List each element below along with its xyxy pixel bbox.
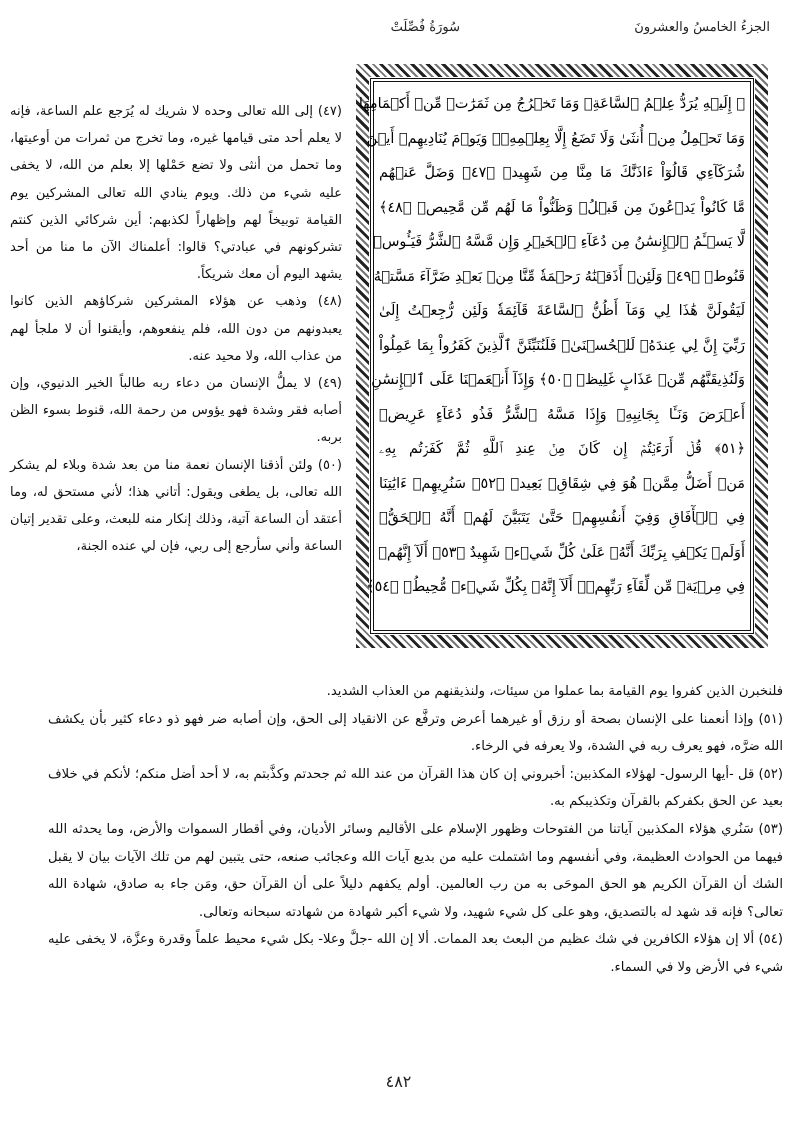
verse-line: أَوَلَمۡ يَكۡفِ بِرَبِّكَ أَنَّهُۥ عَلَىٰ كُلِّ شَيۡءٖ شَهِيدٌ ﴿٥٣﴾ أَلَآ إِنَّهُمۡ <box>378 544 745 561</box>
tafsir-paragraph: (٥٤) ألا إن هؤلاء الكافرين في شك عظيم من البعث بعد الممات. ألا إن الله -جلَّ وعلا- بكل شيء محيط علماً وقدرة وعزَّة، لا يخفى عليه شيء في الأرض ولا في السماء. <box>48 932 783 975</box>
verse-lines <box>358 87 745 627</box>
verse-line: فِي مِرۡيَةٖ مِّن لِّقَآءِ رَبِّهِمۡۗ أَلَآ إِنَّهُۥ بِكُلِّ شَيۡءٖ مُّحِيطُۢ ﴿٥٤﴾ <box>366 579 745 595</box>
tafsir-paragraph: (٥٠) ولئن أذقنا الإنسان نعمة منا من بعد شدة وبلاء لم يشكر الله تعالى، بل يطغى ويقول: أتاني هذا؛ لأني مستحق له، وما أعتقد أن الساعة آتية، وذلك إنكار منه للبعث، وعلى تقدير إتيان الساعة وأني سأرجع إلى ربي، فإن لي عنده الجنة، <box>10 457 342 555</box>
verse-line: فِي ٱلۡأٓفَاقِ وَفِيٓ أَنفُسِهِمۡ حَتَّىٰ يَتَبَيَّنَ لَهُمۡ أَنَّهُ ٱلۡحَقُّۗ <box>379 510 745 526</box>
tafsir-paragraph: (٤٧) إلى الله تعالى وحده لا شريك له يُرَجع علم الساعة، فإنه لا يعلم أحد متى قيامها غيره، وما تخرج من ثمرات من أوعيتها، وما تحمل من أنثى ولا تضع حَمْلها إلا بعلم من الله، لا يخفى عليه شيء من ذلك. ويوم ينادي الله تعالى المشركين يوم القيامة توبيخاً لهم وإظهاراً لكذبهم: أين شركائي الذين كنتم تشركونهم في عبادتي؟ قالوا: أعلمناك الآن ما منا من أحد يشهد اليوم أن معك شريكاً. <box>10 104 342 283</box>
juz-title: الجزءُ الخامسُ والعشرونَ <box>634 20 770 35</box>
verse-line: وَمَا تَحۡمِلُ مِنۡ أُنثَىٰ وَلَا تَضَعُ إِلَّا بِعِلۡمِهِۦۚ وَيَوۡمَ يُنَادِيهِمۡ أَيۡنَ <box>366 130 745 147</box>
tafsir-paragraph: (٥١) وإذا أنعمنا على الإنسان بصحة أو رزق أو غيرهما أعرض وترفَّع عن الانقياد إلى الحق، وإن أصابه ضر فهو ذو دعاء كثير بأن يكشف الله ضرَّه، فهو يعرف ربه في الشدة، ولا يعرفه في الرخاء. <box>48 711 783 755</box>
verse-line: لَيَقُولَنَّ هَٰذَا لِي وَمَآ أَظُنُّ ٱلسَّاعَةَ قَآئِمَةٗ وَلَئِن رُّجِعۡتُ إِلَىٰ <box>379 303 745 319</box>
tafsir-paragraph: فلنخبرن الذين كفروا يوم القيامة بما عملوا من سيئات، ولنذيقنهم من العذاب الشديد. <box>326 684 783 699</box>
verse-line: مَّا كَانُواْ يَدۡعُونَ مِن قَبۡلُۖ وَظَنُّواْ مَا لَهُم مِّن مَّحِيصٖ ﴿٤٨﴾ <box>379 199 745 216</box>
tafsir-paragraph: (٤٩) لا يملُّ الإنسان من دعاء ربه طالباً الخير الدنيوي، وإن أصابه فقر وشدة فهو يؤوس من رحمة الله، قنوط بسوء الظن بربه. <box>10 376 342 446</box>
verse-line: ۞ إِلَيۡهِ يُرَدُّ عِلۡمُ ٱلسَّاعَةِۚ وَمَا تَخۡرُجُ مِن ثَمَرَٰتٖ مِّنۡ أَكۡمَامِهَا <box>358 96 745 112</box>
tafsir-paragraph: (٤٨) وذهب عن هؤلاء المشركين شركاؤهم الذين كانوا يعبدونهم من دون الله، فلم ينفعوهم، وأيقنوا أن لا ملجأ لهم من عذاب الله، ولا محيد عنه. <box>10 294 342 364</box>
tafsir-paragraph: (٥٣) سَنُري هؤلاء المكذبين آياتنا من الفتوحات وظهور الإسلام على الأقاليم وسائر الأديان، وفي أقطار السموات والأرض، وما يحدثه الله فيهما من الحوادث العظيمة، وفي أنفسهم وما اشتملت عليه من بديع آيات الله وعجائب صنعه، حتى يتبين لهم من تلك الآيات بيان لا يقبل الشك أن القرآن الكريم هو الحق الموحَى به من رب العالمين. أولم يكفهم دليلاً على أن القرآن حق، ومَن جاء به صادق، شهادة الله تعالى؟ فإنه قد شهد له بالتصديق، وهو على كل شيء شهيد، ولا شيء أكبر شهادة من شهادته سبحانه وتعالى. <box>48 821 783 920</box>
surah-title: سُورَةُ فُصِّلَتْ <box>390 20 460 35</box>
page-number: ٤٨٢ <box>385 1072 412 1091</box>
verse-line: قَنُوطٞ ﴿٤٩﴾ وَلَئِنۡ أَذَقۡنَٰهُ رَحۡمَةٗ مِّنَّا مِنۢ بَعۡدِ ضَرَّآءَ مَسَّتۡهُ <box>373 268 745 285</box>
tafsir-full-width <box>48 678 783 982</box>
page-header <box>360 14 780 44</box>
quran-verse-frame <box>356 64 768 648</box>
tafsir-side-column <box>10 98 342 560</box>
verse-line: وَلَنُذِيقَنَّهُم مِّنۡ عَذَابٍ غَلِيظٖ ﴿٥٠﴾ وَإِذَآ أَنۡعَمۡنَا عَلَى ٱلۡإِنسَٰنِ <box>371 372 745 388</box>
verse-line: رَبِّيٓ إِنَّ لِي عِندَهُۥ لَلۡحُسۡنَىٰۚ فَلَنُنَبِّئَنَّ ٱلَّذِينَ كَفَرُواْ بِمَا عَمِلُواْ <box>379 337 745 354</box>
verse-line: لَّا يَسۡـَٔمُ ٱلۡإِنسَٰنُ مِن دُعَآءِ ٱلۡخَيۡرِ وَإِن مَّسَّهُ ٱلشَّرُّ فَيَـُٔوسٞ <box>373 234 745 250</box>
verse-line: أَعۡرَضَ وَنَـَٔا بِجَانِبِهِۦ وَإِذَا مَسَّهُ ٱلشَّرُّ فَذُو دُعَآءٍ عَرِيضٖ <box>379 406 745 423</box>
tafsir-paragraph: (٥٢) قل -أيها الرسول- لهؤلاء المكذبين: أخبروني إن كان هذا القرآن من عند الله ثم جحدتم وكذَّبتم به، لا أحد أضل منكم؛ لأنكم في خلاف بعيد عن الحق بكفركم بالقرآن وتكذيبكم به. <box>48 766 783 810</box>
verse-line: مَنۡ أَضَلُّ مِمَّنۡ هُوَ فِي شِقَاقِۭ بَعِيدٖ ﴿٥٢﴾ سَنُرِيهِمۡ ءَايَٰتِنَا <box>379 475 745 492</box>
verse-line: شُرَكَآءِي قَالُوٓاْ ءَاذَنَّٰكَ مَا مِنَّا مِن شَهِيدٖ ﴿٤٧﴾ وَضَلَّ عَنۡهُم <box>379 165 745 181</box>
verse-line: ﴿٥١﴾ قُلۡ أَرَءَيۡتُمۡ إِن كَانَ مِنۡ عِندِ ٱللَّهِ ثُمَّ كَفَرۡتُم بِهِۦ <box>379 441 745 457</box>
